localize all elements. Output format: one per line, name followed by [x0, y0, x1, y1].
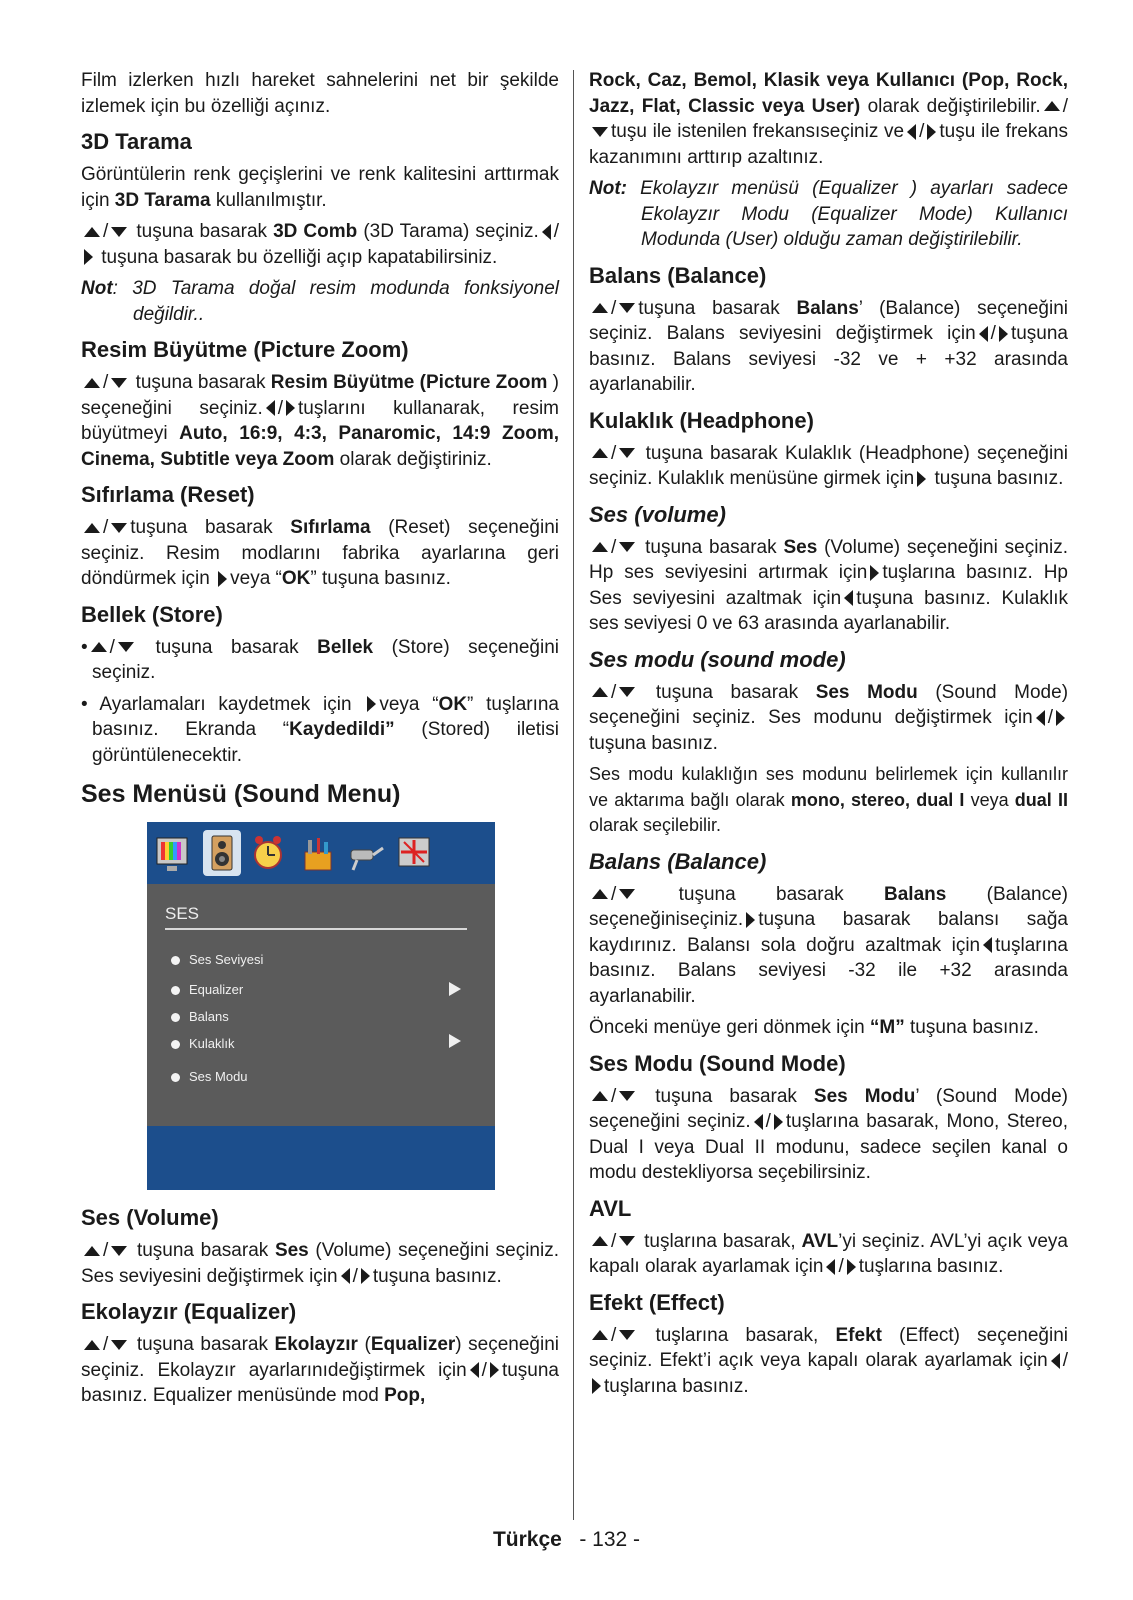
bold-text: Auto, 16:9, 4:3, Panaromic, 14:9 Zoom, Cinema, Subtitle veya Zoom — [81, 423, 559, 470]
equalizer-continued: Rock, Caz, Bemol, Klasik veya Kullanıcı (Pop, Rock, Jazz, Flat, Classic veya User) olarak değiştirilebilir. /tuşu ile istenilen frekansıseçiniz ve / tuşu ile frekans kazanımını arttırıp azaltınız. — [589, 70, 1068, 168]
heading-headphone: Kulaklık (Headphone) — [589, 407, 814, 433]
intro-paragraph — [81, 68, 559, 119]
text: kullanılmıştır. — [210, 189, 327, 211]
text: (3D Tarama) seçiniz. — [357, 221, 539, 242]
text: tuşlarını kullanarak, resim büyütmeyi — [81, 397, 559, 444]
tarama-paragraph-2: / tuşuna basarak 3D Comb (3D Tarama) seçiniz. / tuşuna basarak bu özelliği açıp kapatabilirsiniz. — [81, 219, 559, 270]
text: ’yi seçiniz. AVL’yi açık veya kapalı olarak ayarlamak için — [589, 1230, 1068, 1277]
text: tuşuna basınız. Kulaklık ses seviyesi 0 ve 63 arasında ayarlanabilir. — [589, 587, 1068, 634]
menu-title: SES — [165, 904, 200, 923]
note-text: Ekolayzır menüsü (Equalizer ) ayarları sadece Ekolayzır Modu (Equalizer Mode) Kullanıcı Modunda (User) olduğu zaman değiştirilebilir. — [626, 178, 1068, 250]
menu-bottom-bar — [147, 1126, 495, 1190]
zoom-paragraph: / tuşuna basarak Resim Büyütme (Picture Zoom ) seçeneğini seçiniz. / tuşlarını kullanarak, resim büyütmeyi Auto, 16:9, 4:3, Panaromic, 14:9 Zoom, Cinema, Subtitle veya Zoom olarak değiştiriniz. — [81, 372, 560, 470]
up-arrow-icon — [592, 448, 608, 458]
text: tuşlarına basınız. — [604, 1375, 749, 1397]
bold-text: Sıfırlama — [290, 517, 371, 538]
text: tuşuna basarak — [130, 517, 291, 538]
heading-reset: Sıfırlama (Reset) — [81, 482, 255, 507]
heading-hp-balance: Balans (Balance) — [589, 848, 767, 874]
down-arrow-icon — [619, 448, 635, 458]
menu-item-label: Ses Modu — [189, 1069, 248, 1084]
menu-title-underline — [165, 928, 467, 930]
headphone-paragraph: / tuşuna basarak Kulaklık (Headphone) seçeneğini seçiniz. Kulaklık menüsüne girmek için tuşuna basınız. — [589, 442, 1068, 489]
store-bullet-1: • / tuşuna basarak Bellek (Store) seçeneğini seçiniz. — [81, 636, 560, 683]
up-arrow-icon — [84, 523, 100, 533]
left-arrow-icon — [907, 124, 916, 140]
bold-text: OK — [438, 693, 468, 715]
heading-avl: AVL — [589, 1195, 632, 1221]
up-arrow-icon — [592, 1236, 608, 1246]
right-arrow-icon — [490, 1362, 499, 1378]
right-arrow-icon — [847, 1259, 856, 1275]
bold-text: Kaydedildi” — [289, 719, 395, 740]
avl-paragraph: / tuşlarına basarak, AVL’yi seçiniz. AVL’yi açık veya kapalı olarak ayarlamak için / tuşlarına basınız. — [589, 1230, 1068, 1277]
text: tuşuna basınız. — [934, 468, 1064, 489]
left-arrow-icon — [266, 400, 275, 416]
down-arrow-icon — [619, 687, 635, 697]
left-arrow-icon — [754, 1114, 763, 1130]
bold-text: Balans — [884, 883, 947, 905]
reset-paragraph: / tuşuna basarak Sıfırlama (Reset) seçeneğini seçiniz. Resim modlarını fabrika ayarlarına geri döndürmek için veya “OK” tuşuna basınız. — [81, 517, 559, 589]
sound-menu-icon — [203, 830, 241, 876]
left-arrow-icon — [1051, 1353, 1060, 1369]
bullet-icon — [171, 986, 180, 995]
bold-text: Equalizer — [370, 1334, 456, 1355]
down-arrow-icon — [619, 1091, 635, 1101]
column-divider — [573, 70, 574, 1520]
text: ” tuşlarına basınız. Ekranda “ — [92, 693, 560, 740]
bold-text: Pop, — [384, 1385, 426, 1406]
down-arrow-icon — [111, 227, 127, 237]
right-arrow-icon — [1056, 710, 1065, 726]
note-label: Not — [81, 278, 113, 299]
bullet-icon — [171, 956, 180, 965]
up-arrow-icon — [84, 227, 100, 237]
down-arrow-icon — [619, 1236, 635, 1246]
text: tuşlarına basınız. — [858, 1256, 1004, 1277]
hp-sound-mode-paragraph-2 — [589, 762, 1068, 839]
menu-item-balance[interactable] — [171, 1009, 229, 1024]
connection-menu-icon — [347, 830, 385, 876]
sound-menu-screenshot — [147, 822, 495, 1190]
text: tuşuna basınız. — [372, 1265, 502, 1287]
text: (Store) seçeneğini seçiniz. — [92, 636, 560, 683]
right-arrow-icon — [917, 471, 926, 487]
menu-icon-bar — [147, 822, 495, 884]
text: (Volume) seçeneğini seçiniz. Hp ses seviyesini artırmak için — [589, 536, 1069, 583]
up-arrow-icon — [84, 1246, 100, 1256]
store-bullet-2 — [81, 692, 559, 769]
left-arrow-icon — [826, 1259, 835, 1275]
text: (Sound Mode) seçeneğini seçiniz. Ses modunu değiştirmek için — [589, 681, 1069, 728]
text: ) seçeneğini seçiniz. — [81, 372, 560, 419]
bold-text: Efekt — [835, 1324, 882, 1346]
effect-paragraph: / tuşlarına basarak, Efekt (Effect) seçeneğini seçiniz. Efekt’i açık veya kapalı olarak ayarlamak için /tuşlarına basınız. — [589, 1324, 1069, 1397]
equalizer-note — [589, 176, 1068, 253]
up-arrow-icon — [592, 687, 608, 697]
bold-text: Rock, Caz, Bemol, Klasik veya Kullanıcı (Pop, Rock, Jazz, Flat, Classic veya User) — [589, 70, 1068, 117]
text: tuşuna basarak — [655, 1085, 814, 1107]
text: ’ (Balance) seçeneğini seçiniz. Balans seviyesini değiştirmek için — [589, 297, 1068, 344]
text: tuşuna basarak — [638, 297, 797, 319]
text: tuşuna basınız. Equalizer menüsünde mod — [81, 1359, 559, 1406]
bullet-icon — [171, 1040, 180, 1049]
bold-text: AVL — [801, 1230, 839, 1252]
bullet-icon — [171, 1073, 180, 1082]
down-arrow-icon — [619, 1330, 635, 1340]
down-arrow-icon — [111, 1340, 127, 1350]
up-arrow-icon — [84, 378, 100, 388]
down-arrow-icon — [619, 303, 635, 313]
heading-store: Bellek (Store) — [81, 601, 223, 627]
submenu-arrow-icon — [449, 982, 461, 996]
menu-item-equalizer[interactable] — [171, 982, 243, 997]
text: tuşuna basarak — [155, 636, 318, 658]
left-arrow-icon — [341, 1268, 350, 1284]
text: tuşlarına basarak, — [644, 1230, 802, 1252]
bold-text: Ekolayzır — [274, 1334, 358, 1355]
bullet-icon — [171, 1013, 180, 1022]
text: Ses modu kulaklığın ses modunu belirlemek için kullanılır ve aktarıma bağlı olarak — [589, 764, 1068, 810]
text: tuşuna basarak — [655, 681, 816, 703]
hp-balance-paragraph: / tuşuna basarak Balans (Balance) seçeneğiniseçiniz. tuşuna basarak balansı sağa kaydırınız. Balansı sola doğru azaltmak için tuşlarına basınız. Balans seviyesi -32 ile +32 arasında ayarlanabilir. — [589, 883, 1068, 1007]
bold-text: Resim Büyütme (Picture Zoom — [270, 372, 548, 393]
right-arrow-icon — [84, 249, 93, 265]
tarama-paragraph-1 — [81, 162, 559, 213]
right-arrow-icon — [367, 696, 376, 712]
left-arrow-icon — [979, 326, 988, 342]
bold-text: dual II — [1014, 789, 1068, 810]
right-arrow-icon — [999, 326, 1008, 342]
text: Önceki menüye geri dönmek için — [589, 1017, 870, 1038]
down-arrow-icon — [592, 127, 608, 137]
bold-text: OK — [281, 568, 311, 589]
right-arrow-icon — [361, 1268, 370, 1284]
hp-volume-paragraph: / tuşuna basarak Ses (Volume) seçeneğini seçiniz. Hp ses seviyesini artırmak için tuşlarına basınız. Hp Ses seviyesini azaltmak için tuşuna basınız. Kulaklık ses seviyesi 0 ve 63 arasında ayarlanabilir. — [589, 536, 1069, 634]
down-arrow-icon — [619, 889, 635, 899]
menu-item-headphone[interactable] — [171, 1036, 235, 1051]
down-arrow-icon — [619, 542, 635, 552]
text: tuşuna basarak — [136, 1334, 275, 1355]
up-arrow-icon — [592, 1330, 608, 1340]
left-arrow-icon — [1036, 710, 1045, 726]
text: ) seçeneğini seçiniz. Ekolayzır ayarlarınıdeğiştirmek için — [81, 1334, 559, 1381]
left-arrow-icon — [844, 590, 853, 606]
text: tuşuna basarak — [136, 1240, 275, 1261]
up-arrow-icon — [91, 642, 107, 652]
up-arrow-icon — [84, 1340, 100, 1350]
bold-text: 3D Tarama — [114, 189, 211, 211]
text: tuşuna basarak — [135, 372, 271, 393]
balance-paragraph: / tuşuna basarak Balans’ (Balance) seçeneğini seçiniz. Balans seviyesini değiştirmek için / tuşuna basınız. Balans seviyesi -32 ve + +32 arasında ayarlanabilir. — [589, 297, 1068, 395]
down-arrow-icon — [118, 642, 134, 652]
clock-menu-icon — [251, 830, 289, 876]
heading-volume: Ses (Volume) — [81, 1205, 219, 1230]
setup-menu-icon — [299, 830, 337, 876]
equalizer-paragraph: / tuşuna basarak Ekolayzır (Equalizer) seçeneğini seçiniz. Ekolayzır ayarlarınıdeğiştirmek için / tuşuna basınız. Equalizer menüsünde mod Pop, — [81, 1334, 559, 1406]
left-arrow-icon — [470, 1362, 479, 1378]
page-footer — [0, 1528, 1133, 1552]
menu-item-sound-mode[interactable] — [171, 1069, 248, 1084]
page-number: - 132 - — [579, 1528, 641, 1551]
heading-hp-volume: Ses (volume) — [589, 501, 726, 527]
text: tuşlarına basınız. Balans seviyesi -32 ile +32 arasında ayarlanabilir. — [589, 934, 1068, 1007]
text: tuşuna basarak — [136, 221, 274, 242]
left-arrow-icon — [983, 937, 992, 953]
text: (Volume) seçeneğini seçiniz. Ses seviyesini değiştirmek için — [81, 1240, 559, 1287]
up-arrow-icon — [592, 889, 608, 899]
right-arrow-icon — [870, 565, 879, 581]
text: ’ (Sound Mode) seçeneğini seçiniz. — [589, 1085, 1069, 1132]
text: veya “ — [230, 568, 282, 589]
right-arrow-icon — [286, 400, 295, 416]
text: tuşuna basarak Kulaklık (Headphone) seçeneğini seçiniz. Kulaklık menüsüne girmek için — [589, 442, 1068, 489]
text: tuşlarına basarak, Mono, Stereo, Dual I veya Dual II modunu, sadece seçilen kanal o modu destekliyorsa seçebilirsiniz. — [589, 1111, 1068, 1183]
menu-item-label: Kulaklık — [189, 1036, 235, 1051]
text: tuşuna basınız. — [589, 732, 718, 754]
heading-sound-mode: Ses Modu (Sound Mode) — [589, 1050, 846, 1076]
left-arrow-icon — [542, 224, 551, 240]
text: tuşuna basınız. — [904, 1017, 1039, 1038]
heading-sound-menu: Ses Menüsü (Sound Menu) — [81, 780, 401, 808]
down-arrow-icon — [111, 523, 127, 533]
text: tuşuna basarak — [678, 883, 884, 905]
bold-text: Ses Modu — [815, 681, 918, 703]
text: olarak değiştiriniz. — [334, 448, 492, 470]
left-column — [81, 68, 559, 1415]
tarama-note — [81, 276, 559, 327]
text: ( — [357, 1334, 371, 1355]
picture-menu-icon — [153, 830, 191, 876]
text: tuşuna basarak balansı sağa kaydırınız. Balansı sola doğru azaltmak için — [589, 909, 1068, 956]
up-arrow-icon — [592, 1091, 608, 1101]
volume-paragraph: / tuşuna basarak Ses (Volume) seçeneğini seçiniz. Ses seviyesini değiştirmek için / tuşuna basınız. — [81, 1240, 559, 1287]
bold-text: Ses Modu — [813, 1085, 916, 1107]
heading-balance: Balans (Balance) — [589, 262, 767, 288]
down-arrow-icon — [111, 1246, 127, 1256]
right-arrow-icon — [218, 571, 227, 587]
heading-3d-tarama: 3D Tarama — [81, 129, 192, 154]
bold-text: Balans — [796, 297, 859, 319]
right-arrow-icon — [774, 1114, 783, 1130]
right-column — [589, 68, 1068, 1405]
intro-text: Film izlerken hızlı hareket sahnelerini net bir şekilde izlemek için bu özelliği açınız. — [81, 70, 559, 117]
text: (Effect) seçeneğini seçiniz. Efekt’i açık veya kapalı olarak ayarlamak için — [589, 1324, 1069, 1371]
text: veya “ — [379, 693, 439, 715]
up-arrow-icon — [592, 303, 608, 313]
menu-item-label: Ses Seviyesi — [189, 952, 264, 967]
bold-text: “M” — [869, 1017, 905, 1038]
text: tuşu ile istenilen frekansıseçiniz ve — [611, 121, 905, 142]
hp-balance-back-paragraph — [589, 1015, 1068, 1041]
text: tuşuna basınız. Balans seviyesi -32 ve + +32 arasında ayarlanabilir. — [589, 323, 1068, 395]
heading-effect: Efekt (Effect) — [589, 1289, 725, 1315]
bold-text: Ses — [274, 1240, 309, 1261]
text: tuşlarına basarak, — [655, 1324, 836, 1346]
menu-item-volume[interactable] — [171, 952, 263, 967]
menu-item-label: Equalizer — [189, 982, 244, 997]
note-text: : 3D Tarama doğal resim modunda fonksiyonel değildir.. — [112, 278, 559, 325]
text: tuşlarına basınız. Hp Ses seviyesini azaltmak için — [589, 562, 1068, 609]
heading-equalizer: Ekolayzır (Equalizer) — [81, 1299, 297, 1324]
right-arrow-icon — [927, 124, 936, 140]
text: tuşuna basarak — [645, 536, 784, 558]
footer-language: Türkçe — [492, 1528, 562, 1551]
text: olarak seçilebilir. — [589, 815, 722, 835]
heading-picture-zoom: Resim Büyütme (Picture Zoom) — [81, 337, 409, 362]
sound-mode-paragraph: / tuşuna basarak Ses Modu’ (Sound Mode) seçeneğini seçiniz. / tuşlarına basarak, Mono, Stereo, Dual I veya Dual II modunu, sadece seçilen kanal o modu destekliyorsa seçebilirsiniz. — [589, 1085, 1069, 1183]
heading-hp-sound-mode: Ses modu (sound mode) — [589, 646, 846, 672]
text: olarak değiştirilebilir. — [860, 95, 1041, 117]
note-label: Not: — [589, 178, 627, 199]
bold-text: Bellek — [317, 636, 374, 658]
text: Görüntülerin renk geçişlerini ve renk kalitesini arttırmak için — [81, 164, 559, 211]
bold-text: mono, stereo, dual I — [790, 789, 965, 810]
down-arrow-icon — [111, 378, 127, 388]
up-arrow-icon — [1044, 101, 1060, 111]
tools-menu-icon — [395, 830, 433, 876]
text: (Reset) seçeneğini seçiniz. Resim modlarını fabrika ayarlarına geri döndürmek için — [81, 517, 559, 589]
text: tuşu ile frekans kazanımını arttırıp azaltınız. — [589, 121, 1068, 168]
up-arrow-icon — [592, 542, 608, 552]
bold-text: 3D Comb — [273, 221, 358, 242]
text: • Ayarlamaları kaydetmek için — [81, 693, 352, 715]
text: ” tuşuna basınız. — [310, 568, 451, 589]
right-arrow-icon — [592, 1378, 601, 1394]
hp-sound-mode-paragraph: / tuşuna basarak Ses Modu (Sound Mode) seçeneğini seçiniz. Ses modunu değiştirmek için /tuşuna basınız. — [589, 681, 1069, 754]
text: veya — [964, 789, 1015, 810]
text: (Balance) seçeneğiniseçiniz. — [589, 883, 1068, 930]
text: tuşuna basarak bu özelliği açıp kapatabilirsiniz. — [101, 246, 498, 268]
text: (Stored) iletisi görüntülenecektir. — [92, 719, 559, 766]
submenu-arrow-icon — [449, 1034, 461, 1048]
bold-text: Ses — [783, 536, 818, 558]
right-arrow-icon — [746, 912, 755, 928]
menu-item-label: Balans — [189, 1009, 229, 1024]
